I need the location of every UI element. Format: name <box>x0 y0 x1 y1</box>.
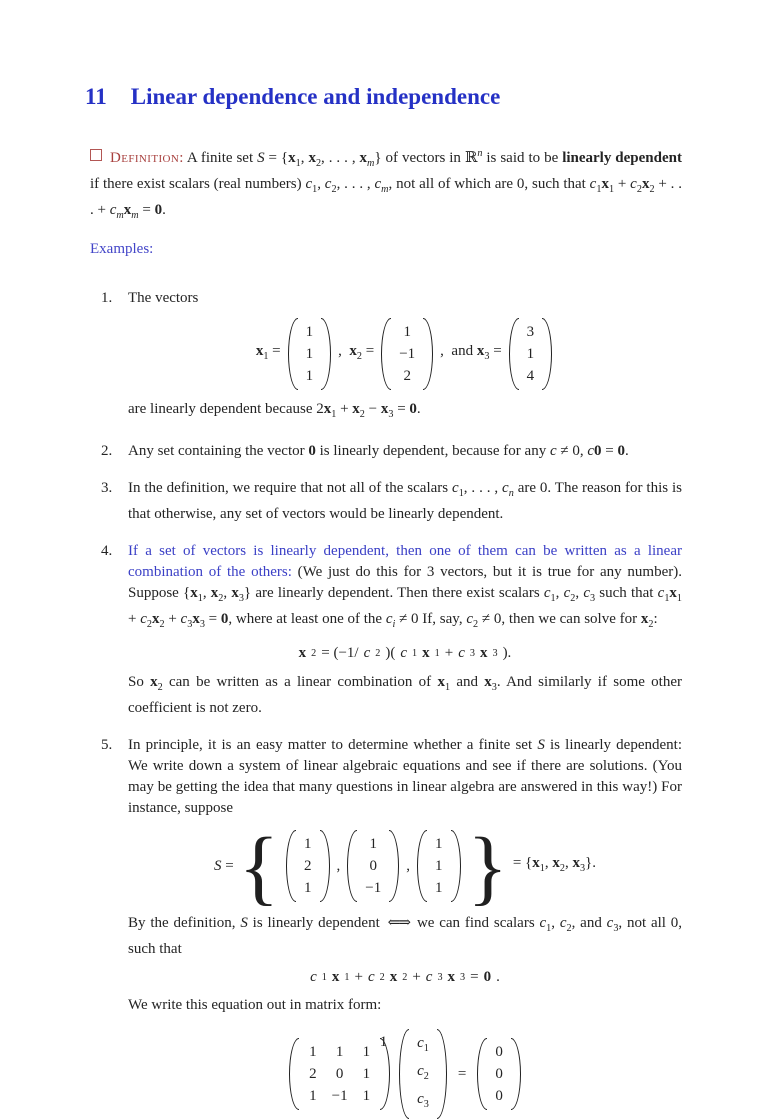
item-number: 3. <box>101 480 113 496</box>
comma-separator: , <box>406 857 411 874</box>
vector-entry: 1 <box>305 324 314 340</box>
vector-entry: 3 <box>526 324 535 340</box>
item-number: 1. <box>101 290 113 306</box>
column-vector-x2 <box>381 318 433 390</box>
column-vector-x1 <box>288 318 332 390</box>
matrix-cell: 1 <box>362 1044 371 1060</box>
paren-left <box>288 318 298 390</box>
examples-list <box>101 288 683 1119</box>
column-vector-1 <box>286 830 330 902</box>
vector-entry: 1 <box>435 880 443 896</box>
definition-label: Definition: <box>110 150 184 166</box>
paren-left <box>347 830 357 902</box>
paren-right <box>389 830 399 902</box>
item-5-body: In principle, it is an easy matter to determine whether a finite set S is linearly dependent: We write down a system of linear algebraic equations and see if there are solutions. (You may be getting the idea that many questions in linear algebra are answered in this way!) For instance, suppose <box>128 737 682 816</box>
paren-left <box>286 830 296 902</box>
matrix-cell: 1 <box>362 1066 371 1082</box>
vector-entry: 0 <box>495 1066 503 1082</box>
item-1-conclusion: are linearly dependent because $2x_1 + x_2 - x_3 = 0$. <box>128 401 421 420</box>
set-definition-equation: S = { 1 2 1 , 1 0 −1 , 1 1 1 } = {$x_1$, $x_2$, $x_3$}. <box>214 821 596 914</box>
vector-entry: 2 <box>403 368 411 384</box>
list-item-5 <box>101 735 683 1119</box>
item-3-body: In the definition, we require that not all of the scalars $c_1$, . . . , $c_n$ are 0. The reason for this is that otherwise, any set of vectors would be linearly dependent. <box>128 480 683 522</box>
vector-entry: 0 <box>495 1088 503 1104</box>
matrix-cell: 0 <box>335 1066 344 1082</box>
item-1-intro: The vectors <box>128 290 199 306</box>
matrix-intro: We write this equation out in matrix form: <box>128 997 382 1013</box>
vector-entry: 0 <box>495 1044 503 1060</box>
section-number: 11 <box>85 84 107 109</box>
vector-entry: $c_2$ <box>417 1063 429 1082</box>
vector-entry: 1 <box>403 324 411 340</box>
equation-separator: , $x_2$ = <box>338 343 375 362</box>
item-4-body: (We just do this for 3 vectors, but it is true for any number). Suppose {$x_1$, $x_2$, $x_3$} are linearly dependent. Then there exist scalars $c_1$, $c_2$, $c_3$ such that $c_1x_1 + c_2x_2 + c_3x_3 = 0$, where at least one of the $c_i \ne 0$ If, say, $c_2 \ne 0$, then we can solve for $x_2$: <box>128 564 683 630</box>
list-item-2 <box>101 441 682 462</box>
definition-paragraph <box>90 143 682 226</box>
item-number: 5. <box>101 737 113 753</box>
solve-equation: x 2 = (−1/ c 2 )( c 1 x 1 + c 3 x 3 ). <box>298 645 512 661</box>
page-title <box>85 84 682 110</box>
vector-entry: −1 <box>399 346 416 362</box>
matrix-cell: 2 <box>309 1066 317 1082</box>
column-vector-x3 <box>509 318 553 390</box>
item-number: 2. <box>101 443 113 459</box>
list-item-1 <box>101 288 682 425</box>
vector-entry: $c_3$ <box>417 1091 429 1110</box>
vector-entry: 2 <box>304 858 312 874</box>
vector-entry: $c_1$ <box>417 1035 429 1054</box>
vector-entry: 1 <box>435 836 443 852</box>
vector-entry: 1 <box>435 858 443 874</box>
vector-definition-equation <box>128 318 682 390</box>
vector-entry: 1 <box>305 368 314 384</box>
equation-lead: $x_1$ = <box>255 343 281 362</box>
column-vector-2 <box>347 830 399 902</box>
item-4-lead: If a set of vectors is linearly dependent, then one of them can be written as a linear combination of the others: <box>128 543 682 580</box>
page-number: 1 <box>379 1034 388 1050</box>
checkbox-icon <box>90 149 102 161</box>
paren-right <box>542 318 552 390</box>
equals-sign: = <box>457 1065 467 1082</box>
paren-left <box>509 318 519 390</box>
list-item-4 <box>101 541 683 719</box>
paren-right <box>423 318 433 390</box>
comma-separator: , <box>336 857 341 874</box>
item-number: 4. <box>101 543 113 559</box>
paren-right <box>451 830 461 902</box>
vector-entry: 1 <box>305 346 314 362</box>
matrix-cell: 1 <box>335 1044 344 1060</box>
matrix-cell: −1 <box>331 1088 348 1104</box>
vector-entry: 0 <box>369 858 378 874</box>
list-item-3 <box>101 478 683 525</box>
column-vector-3 <box>417 830 461 902</box>
document-page <box>0 84 768 1108</box>
matrix-cell: 1 <box>362 1088 371 1104</box>
equation-lead: S = <box>214 857 234 874</box>
vector-entry: 1 <box>369 836 378 852</box>
equation-separator: , and $x_3$ = <box>440 343 502 362</box>
examples-label: Examples: <box>90 241 154 257</box>
item-2-body: Any set containing the vector 0 is linearly dependent, because for any c ≠ 0, c0 = 0. <box>128 443 629 459</box>
paren-right <box>320 830 330 902</box>
vector-entry: 1 <box>526 346 535 362</box>
matrix-cell: 1 <box>309 1088 317 1104</box>
vector-entry: −1 <box>365 880 382 896</box>
paren-right <box>321 318 331 390</box>
scalar-equation: c 1 x 1 + c 2 x 2 + c 3 x 3 = 0 . <box>310 969 500 985</box>
equation-tail: = {$x_1$, $x_2$, $x_3$}. <box>512 855 596 874</box>
item-4-after: So $x_2$ can be written as a linear combination of $x_1$ and $x_3$. And similarly if some other coefficient is not zero. <box>128 674 682 716</box>
paren-left <box>381 318 391 390</box>
vector-entry: 1 <box>304 880 312 896</box>
definition-body: A finite set $S = \{x_1$, $x_2$, . . . , $x_m$} of vectors in ℝ$^n$ is said to be linearly dependent if there exist scalars (real numbers) $c_1$, $c_2$, . . . , $c_m$, not all of which are 0, such that $c_1x_1 + c_2x_2$ + . . . + $c_mx_m = 0$. <box>90 148 682 221</box>
section-title: Linear dependence and independence <box>130 84 501 109</box>
vector-entry: 4 <box>526 368 535 384</box>
matrix-cell: 1 <box>309 1044 317 1060</box>
item-5-by-definition: By the definition, S is linearly dependent ⇐⇒ we can find scalars $c_1$, $c_2$, and $c_3$, not all 0, such that <box>128 915 683 957</box>
paren-left <box>417 830 427 902</box>
vector-entry: 1 <box>304 836 312 852</box>
